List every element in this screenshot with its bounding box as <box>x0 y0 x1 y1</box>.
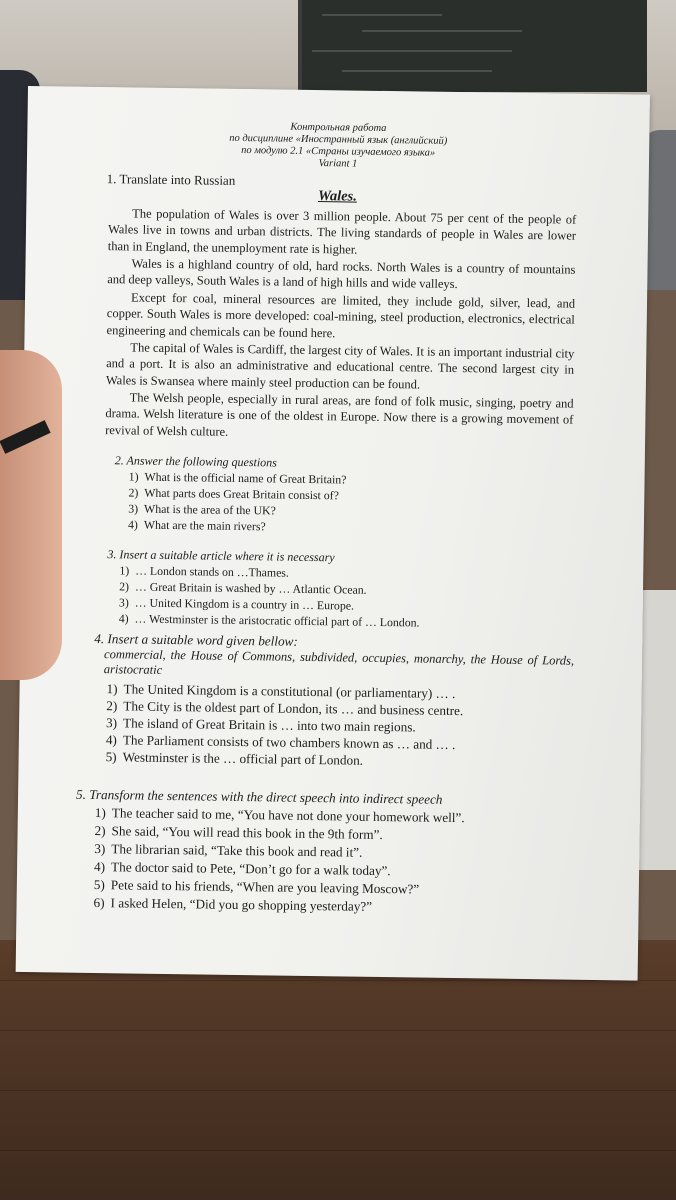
chalkboard <box>298 0 647 92</box>
list-item: 4) The Parliament consists of two chambers known as … and … . <box>105 732 456 753</box>
list-item: 3) … United Kingdom is a country in … Europe. <box>118 595 355 613</box>
list-item: 1) What is the official name of Great Britain? <box>128 469 347 487</box>
list-item: 1) The teacher said to me, “You have not done your homework well”. <box>94 805 465 826</box>
header-variant: Variant 1 <box>318 158 358 170</box>
paragraph-3: Except for coal, mineral resources are limited, they include gold, silver, lead, and copper. South Wales is more developed: coal-mining, steel production, electronics, electrical engineering and chemicals can be found here. <box>106 290 576 340</box>
list-item: 4) … Westminster is the aristocratic official part of … London. <box>118 611 420 630</box>
section-2-heading: 2. Answer the following questions <box>114 453 277 470</box>
text-title: Wales. <box>317 188 358 205</box>
list-item: 2) The City is the oldest part of London, its … and business centre. <box>106 698 464 719</box>
header-line-1: Контрольная работа <box>290 121 387 135</box>
list-item: 1) … London stands on …Thames. <box>119 563 289 580</box>
list-item: 2) … Great Britain is washed by … Atlantic Ocean. <box>119 579 367 597</box>
header-line-3: по модулю 2.1 «Страны изучаемого языка» <box>241 144 436 159</box>
list-item: 6) I asked Helen, “Did you go shopping yesterday?” <box>93 894 373 914</box>
paragraph-2: Wales is a highland country of old, hard rocks. North Wales is a country of mountains and deep valleys, South Wales is a land of high hills and wide valleys. <box>107 256 576 292</box>
list-item: 4) What are the main rivers? <box>127 517 266 534</box>
hand-thumb <box>0 350 62 680</box>
test-sheet <box>16 86 650 981</box>
list-item: 3) The librarian said, “Take this book and read it”. <box>94 841 363 860</box>
section-5-heading: 5. Transform the sentences with the direct speech into indirect speech <box>76 786 443 807</box>
section-3-heading: 3. Insert a suitable article where it is necessary <box>107 547 335 565</box>
section-4-heading: 4. Insert a suitable word given bellow: <box>94 630 298 649</box>
section-1-heading: 1. Translate into Russian <box>106 171 236 188</box>
paragraph-5: The Welsh people, especially in rural areas, are fond of folk music, singing, poetry and drama. Welsh literature is one of the oldest in Europe. Now there is a growing movement of revival of Welsh culture. <box>105 390 574 439</box>
list-item: 5) Westminster is the … official part of London. <box>105 749 364 768</box>
list-item: 1) The United Kingdom is a constitutional (or parliamentary) … . <box>106 681 456 702</box>
list-item: 2) What parts does Great Britain consist of? <box>128 485 340 503</box>
header-line-2: по дисциплине «Иностранный язык (английский) <box>229 132 448 147</box>
paragraph-4: The capital of Wales is Cardiff, the largest city of Wales. It is an important industrial city and a port. It is also an administrative and educational centre. The second largest city in Wales is Swansea where mainly steel production can be found. <box>105 340 575 392</box>
paragraph-1: The population of Wales is over 3 million people. About 75 per cent of the people of Wales live in towns and urban districts. The living standards of people in Wales are lower than in England, the unemployment rate is higher. <box>107 206 577 257</box>
word-bank: commercial, the House of Commons, subdivided, occupies, monarchy, the House of Lords, aristocratic <box>103 647 575 677</box>
list-item: 2) She said, “You will read this book in the 9th form”. <box>94 823 383 843</box>
list-item: 4) The doctor said to Pete, “Don’t go for a walk today”. <box>94 858 391 879</box>
list-item: 3) The island of Great Britain is … into two main regions. <box>106 715 416 735</box>
list-item: 5) Pete said to his friends, “When are you leaving Moscow?” <box>93 876 420 897</box>
list-item: 3) What is the area of the UK? <box>128 501 276 518</box>
